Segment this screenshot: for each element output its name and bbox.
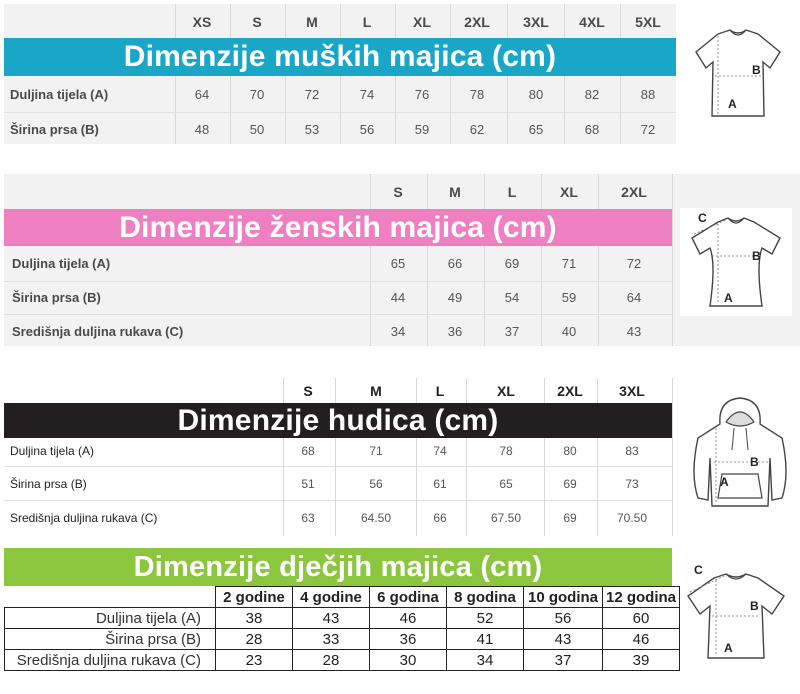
- row-label: Duljina tijela (A): [5, 608, 216, 629]
- row-label: Središnja duljina rukava (C): [10, 511, 158, 525]
- women-size: M: [449, 184, 461, 200]
- tshirt-diagram-icon: [688, 24, 788, 124]
- cell: 61: [433, 477, 447, 491]
- cell: 82: [584, 87, 600, 102]
- cell: 53: [304, 122, 320, 137]
- hoodie-size: 2XL: [557, 383, 583, 399]
- men-title: Dimenzije muških majica (cm): [123, 40, 557, 73]
- cell: 63: [301, 511, 315, 525]
- cell: 44: [390, 290, 406, 305]
- cell: 28: [216, 629, 293, 650]
- row-label: Širina prsa (B): [10, 477, 87, 491]
- table-row: [0, 324, 680, 342]
- row-label: Središnja duljina rukava (C): [12, 324, 184, 339]
- label-a: A: [724, 291, 733, 305]
- row-label: Širina prsa (B): [10, 122, 99, 137]
- cell: 67.50: [490, 511, 522, 525]
- men-size: XS: [192, 14, 212, 30]
- cell: 49: [447, 290, 463, 305]
- kids-title-band: [4, 548, 672, 586]
- cell: 52: [447, 608, 524, 629]
- cell: 71: [561, 256, 577, 271]
- cell: 64.50: [360, 511, 392, 525]
- cell: 46: [603, 629, 680, 650]
- hoodie-title-band: [4, 403, 672, 438]
- cell: 69: [563, 477, 577, 491]
- table-row: [0, 87, 680, 105]
- cell: 64: [194, 87, 210, 102]
- men-size: 3XL: [523, 14, 549, 30]
- cell: 65: [528, 122, 544, 137]
- cell: 56: [524, 608, 603, 629]
- label-a: A: [720, 475, 729, 489]
- hoodie-size: L: [435, 383, 445, 399]
- cell: 28: [293, 650, 370, 671]
- cell: 34: [447, 650, 524, 671]
- women-title-band: [4, 209, 672, 246]
- kids-size: 12 godina: [603, 587, 680, 608]
- label-c: C: [694, 563, 703, 577]
- kids-tshirt-diagram-icon: [680, 560, 792, 666]
- row-label: Duljina tijela (A): [10, 444, 95, 458]
- cell: 68: [301, 444, 315, 458]
- cell: 73: [625, 477, 639, 491]
- kids-size-header: [5, 587, 680, 608]
- table-row: [0, 477, 680, 495]
- cell: 72: [304, 87, 320, 102]
- table-row: [0, 511, 680, 529]
- cell: 51: [301, 477, 315, 491]
- cell: 70: [249, 87, 265, 102]
- cell: 43: [293, 608, 370, 629]
- cell: 56: [369, 477, 383, 491]
- men-size: 5XL: [635, 14, 661, 30]
- cell: 30: [370, 650, 447, 671]
- cell: 62: [469, 122, 485, 137]
- kids-size: 10 godina: [524, 587, 603, 608]
- men-title-band: [4, 38, 676, 76]
- hoodie-size: M: [370, 383, 382, 399]
- hoodie-size-header: [0, 382, 680, 400]
- cell: 64: [626, 290, 642, 305]
- row-label: Širina prsa (B): [5, 629, 216, 650]
- cell: 80: [528, 87, 544, 102]
- hoodie-size: XL: [497, 383, 515, 399]
- cell: 70.50: [616, 511, 648, 525]
- cell: 50: [249, 122, 265, 137]
- table-row: [0, 290, 680, 308]
- men-size: L: [362, 14, 372, 30]
- cell: 36: [370, 629, 447, 650]
- cell: 60: [603, 608, 680, 629]
- cell: 66: [447, 256, 463, 271]
- cell: 74: [433, 444, 447, 458]
- cell: 34: [390, 324, 406, 339]
- cell: 69: [563, 511, 577, 525]
- cell: 65: [499, 477, 513, 491]
- cell: 54: [504, 290, 520, 305]
- kids-size: 2 godine: [216, 587, 293, 608]
- kids-size: 4 godine: [293, 587, 370, 608]
- row-label: Duljina tijela (A): [10, 87, 109, 102]
- womens-tshirt-diagram-icon: [680, 208, 792, 316]
- cell: 43: [626, 324, 642, 339]
- cell: 78: [499, 444, 513, 458]
- cell: 56: [359, 122, 375, 137]
- women-size: 2XL: [621, 184, 647, 200]
- hoodie-title: Dimenzije hudica (cm): [177, 403, 499, 437]
- men-size: 4XL: [579, 14, 605, 30]
- cell: 37: [504, 324, 520, 339]
- cell: 41: [447, 629, 524, 650]
- kids-size: 8 godina: [447, 587, 524, 608]
- kids-size: 6 godina: [370, 587, 447, 608]
- kids-size-table: [4, 586, 680, 671]
- label-a: A: [728, 97, 737, 111]
- cell: 65: [390, 256, 406, 271]
- row-label: Duljina tijela (A): [12, 256, 111, 271]
- cell: 76: [414, 87, 430, 102]
- label-b: B: [752, 63, 761, 77]
- cell: 80: [563, 444, 577, 458]
- table-row: [5, 629, 680, 650]
- women-size: XL: [560, 184, 578, 200]
- cell: 37: [524, 650, 603, 671]
- kids-title: Dimenzije dječjih majica (cm): [133, 550, 543, 583]
- cell: 88: [640, 87, 656, 102]
- empty-cell: [5, 587, 216, 608]
- men-size: 2XL: [464, 14, 490, 30]
- cell: 39: [603, 650, 680, 671]
- cell: 46: [370, 608, 447, 629]
- label-b: B: [750, 599, 759, 613]
- label-b: B: [750, 455, 759, 469]
- cell: 72: [640, 122, 656, 137]
- cell: 23: [216, 650, 293, 671]
- women-title: Dimenzije ženskih majica (cm): [119, 210, 557, 244]
- row-label: Širina prsa (B): [12, 290, 101, 305]
- cell: 68: [584, 122, 600, 137]
- label-b: B: [752, 249, 761, 263]
- cell: 71: [369, 444, 383, 458]
- cell: 43: [524, 629, 603, 650]
- cell: 83: [625, 444, 639, 458]
- cell: 59: [414, 122, 430, 137]
- men-size: M: [306, 14, 318, 30]
- cell: 38: [216, 608, 293, 629]
- cell: 33: [293, 629, 370, 650]
- table-row: [5, 608, 680, 629]
- cell: 66: [433, 511, 447, 525]
- cell: 36: [447, 324, 463, 339]
- cell: 48: [194, 122, 210, 137]
- table-row: [0, 122, 680, 140]
- label-c: C: [698, 211, 707, 225]
- cell: 74: [359, 87, 375, 102]
- cell: 59: [561, 290, 577, 305]
- row-label: Središnja duljina rukava (C): [5, 650, 216, 671]
- table-row: [5, 650, 680, 671]
- label-a: A: [724, 641, 733, 655]
- cell: 78: [469, 87, 485, 102]
- table-row: [0, 256, 680, 274]
- cell: 40: [561, 324, 577, 339]
- cell: 69: [504, 256, 520, 271]
- table-row: [0, 444, 680, 462]
- women-size: L: [507, 184, 517, 200]
- men-size: XL: [413, 14, 431, 30]
- hoodie-size: S: [303, 383, 313, 399]
- men-size: S: [252, 14, 262, 30]
- women-size: S: [393, 184, 403, 200]
- cell: 72: [626, 256, 642, 271]
- hoodie-size: 3XL: [619, 383, 645, 399]
- women-size-header: [0, 182, 680, 202]
- hoodie-diagram-icon: [686, 394, 794, 514]
